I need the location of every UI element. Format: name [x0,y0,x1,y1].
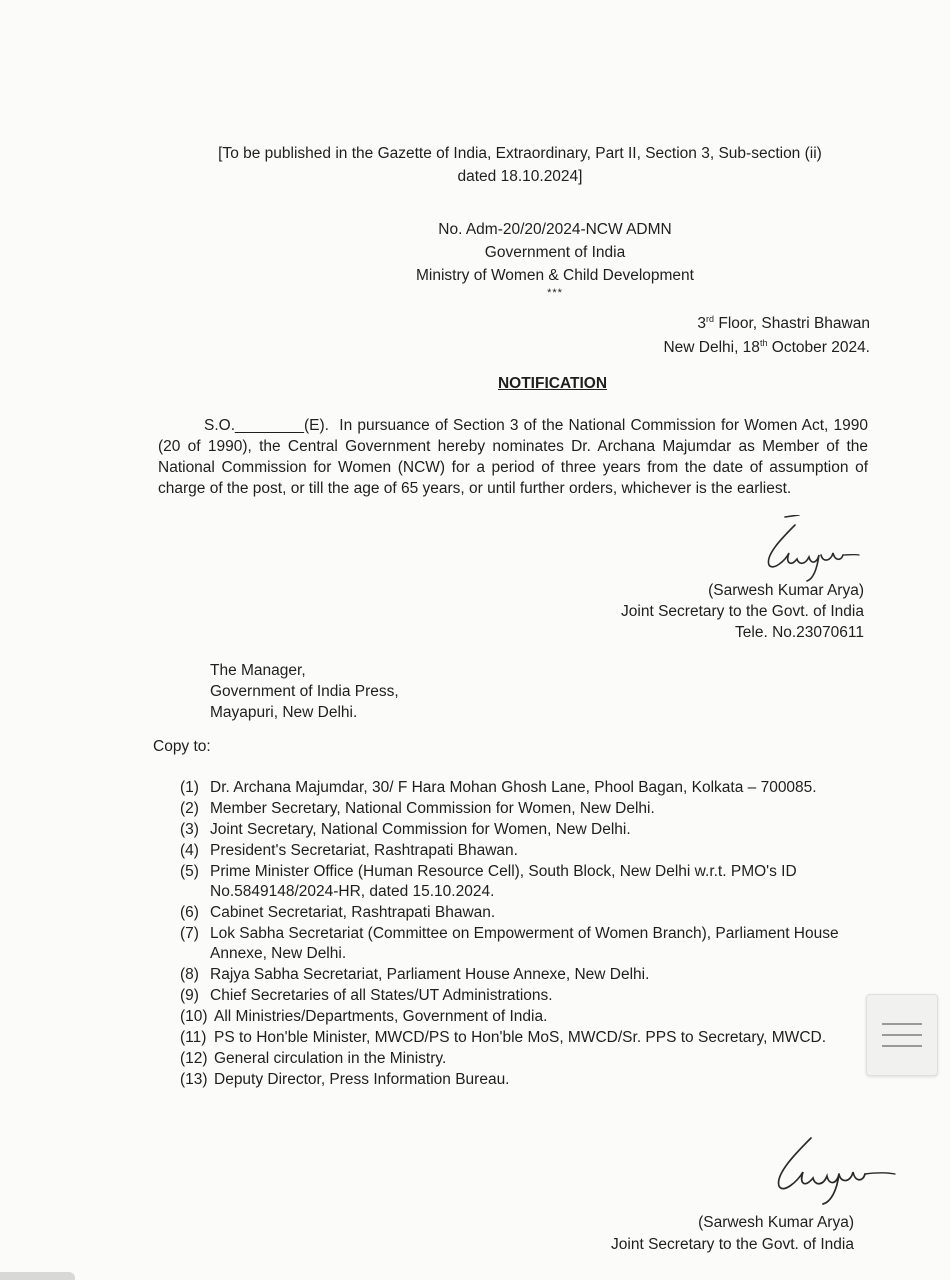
list-item-number: (2) [180,800,199,817]
list-item [180,778,870,798]
hamburger-menu-button[interactable] [866,994,938,1076]
address-line [663,312,870,336]
list-item-number: (9) [180,987,199,1004]
list-item-text: Member Secretary, National Commission for Women, New Delhi. [210,800,655,817]
body-text: In pursuance of Section 3 of the National Commission for Women Act, 1990 (20 of 1990), the Central Government hereby nominates Dr. Archana Majumdar as Member of the National Commission for Women (NCW) for a period of three years from the date of assumption of charge of the post, or till the age of 65 years, or until further orders, whichever is the earliest. [158,417,868,497]
date-prefix: New Delhi, 18 [663,339,760,356]
hamburger-menu-icon [882,1034,922,1036]
list-item-number: (1) [180,779,199,796]
ministry-name: Ministry of Women & Child Development [416,267,694,284]
gazette-note-line1: [To be published in the Gazette of India, Extraordinary, Part II, Section 3, Sub-section (ii) [218,145,822,162]
date-suffix: th [759,337,768,348]
signature-1 [755,515,865,585]
addressee-line3: Mayapuri, New Delhi. [210,704,358,721]
office-block [330,218,780,299]
address-block [663,312,870,360]
addressee-block [210,660,399,723]
signatory-telephone: Tele. No.23070611 [735,624,864,641]
signatory-name: (Sarwesh Kumar Arya) [698,1214,854,1231]
gazette-note-line2: dated 18.10.2024] [457,168,583,185]
hamburger-menu-icon [882,1045,922,1047]
list-item [180,799,870,819]
list-item [180,1007,870,1027]
list-item-text: Deputy Director, Press Information Bureau. [214,1071,510,1088]
addressee-line1: The Manager, [210,662,306,679]
so-number: S.O.________(E). [204,417,329,434]
addressee-line2: Government of India Press, [210,683,399,700]
date-rest: October 2024. [767,339,870,356]
list-item-number: (8) [180,966,199,983]
notification-title: NOTIFICATION [497,375,608,392]
list-item-text: PS to Hon'ble Minister, MWCD/PS to Hon'ble MoS, MWCD/Sr. PPS to Secretary, MWCD. [214,1029,827,1046]
gazette-note [150,142,890,188]
list-item-text: President's Secretariat, Rashtrapati Bhawan. [210,842,518,859]
list-item [180,1049,870,1069]
list-item-number: (5) [180,863,199,880]
list-item-text: Cabinet Secretariat, Rashtrapati Bhawan. [210,904,496,921]
list-item-text: General circulation in the Ministry. [214,1050,447,1067]
signatory-block-2 [611,1212,854,1256]
government-name: Government of India [484,244,626,261]
signatory-block-1 [621,580,864,643]
list-item-number: (6) [180,904,199,921]
notification-body [158,415,868,499]
list-item [180,965,870,985]
date-line [663,336,870,360]
list-item-number: (10) [180,1008,208,1025]
copy-to-label: Copy to: [153,738,211,755]
list-item-number: (4) [180,842,199,859]
floor-number: 3 [697,315,707,332]
list-item-text: Prime Minister Office (Human Resource Cell), South Block, New Delhi w.r.t. PMO's ID No.5849148/2024-HR, dated 15.10.2024. [210,863,797,900]
list-item-text: Joint Secretary, National Commission for Women, New Delhi. [210,821,631,838]
list-item-number: (7) [180,925,199,942]
list-item-text: Rajya Sabha Secretariat, Parliament House Annexe, New Delhi. [210,966,650,983]
separator-stars: *** [547,287,563,299]
hamburger-menu-icon [882,1023,922,1025]
list-item [180,841,870,861]
floor-suffix: rd [706,313,715,324]
list-item [180,1070,870,1090]
list-item [180,1028,870,1048]
floor-text: Floor, Shastri Bhawan [714,315,870,332]
list-item-number: (13) [180,1071,208,1088]
list-item-text: Lok Sabha Secretariat (Committee on Empowerment of Women Branch), Parliament House Annexe, New Delhi. [210,925,839,962]
list-item-text: Dr. Archana Majumdar, 30/ F Hara Mohan Ghosh Lane, Phool Bagan, Kolkata – 700085. [210,779,817,796]
list-item [180,903,870,923]
list-item-text: All Ministries/Departments, Government of India. [214,1008,548,1025]
list-item-number: (11) [180,1029,207,1046]
copy-list [180,778,870,1091]
list-item [180,862,870,902]
signatory-name: (Sarwesh Kumar Arya) [708,582,864,599]
list-item [180,986,870,1006]
list-item-number: (12) [180,1050,208,1067]
list-item-text: Chief Secretaries of all States/UT Administrations. [210,987,553,1004]
list-item [180,820,870,840]
page-edge-shadow [0,1272,75,1280]
signatory-designation: Joint Secretary to the Govt. of India [611,1236,854,1253]
file-number: No. Adm-20/20/2024-NCW ADMN [438,221,672,238]
list-item [180,924,870,964]
signature-2 [765,1130,900,1205]
signatory-designation: Joint Secretary to the Govt. of India [621,603,864,620]
list-item-number: (3) [180,821,199,838]
